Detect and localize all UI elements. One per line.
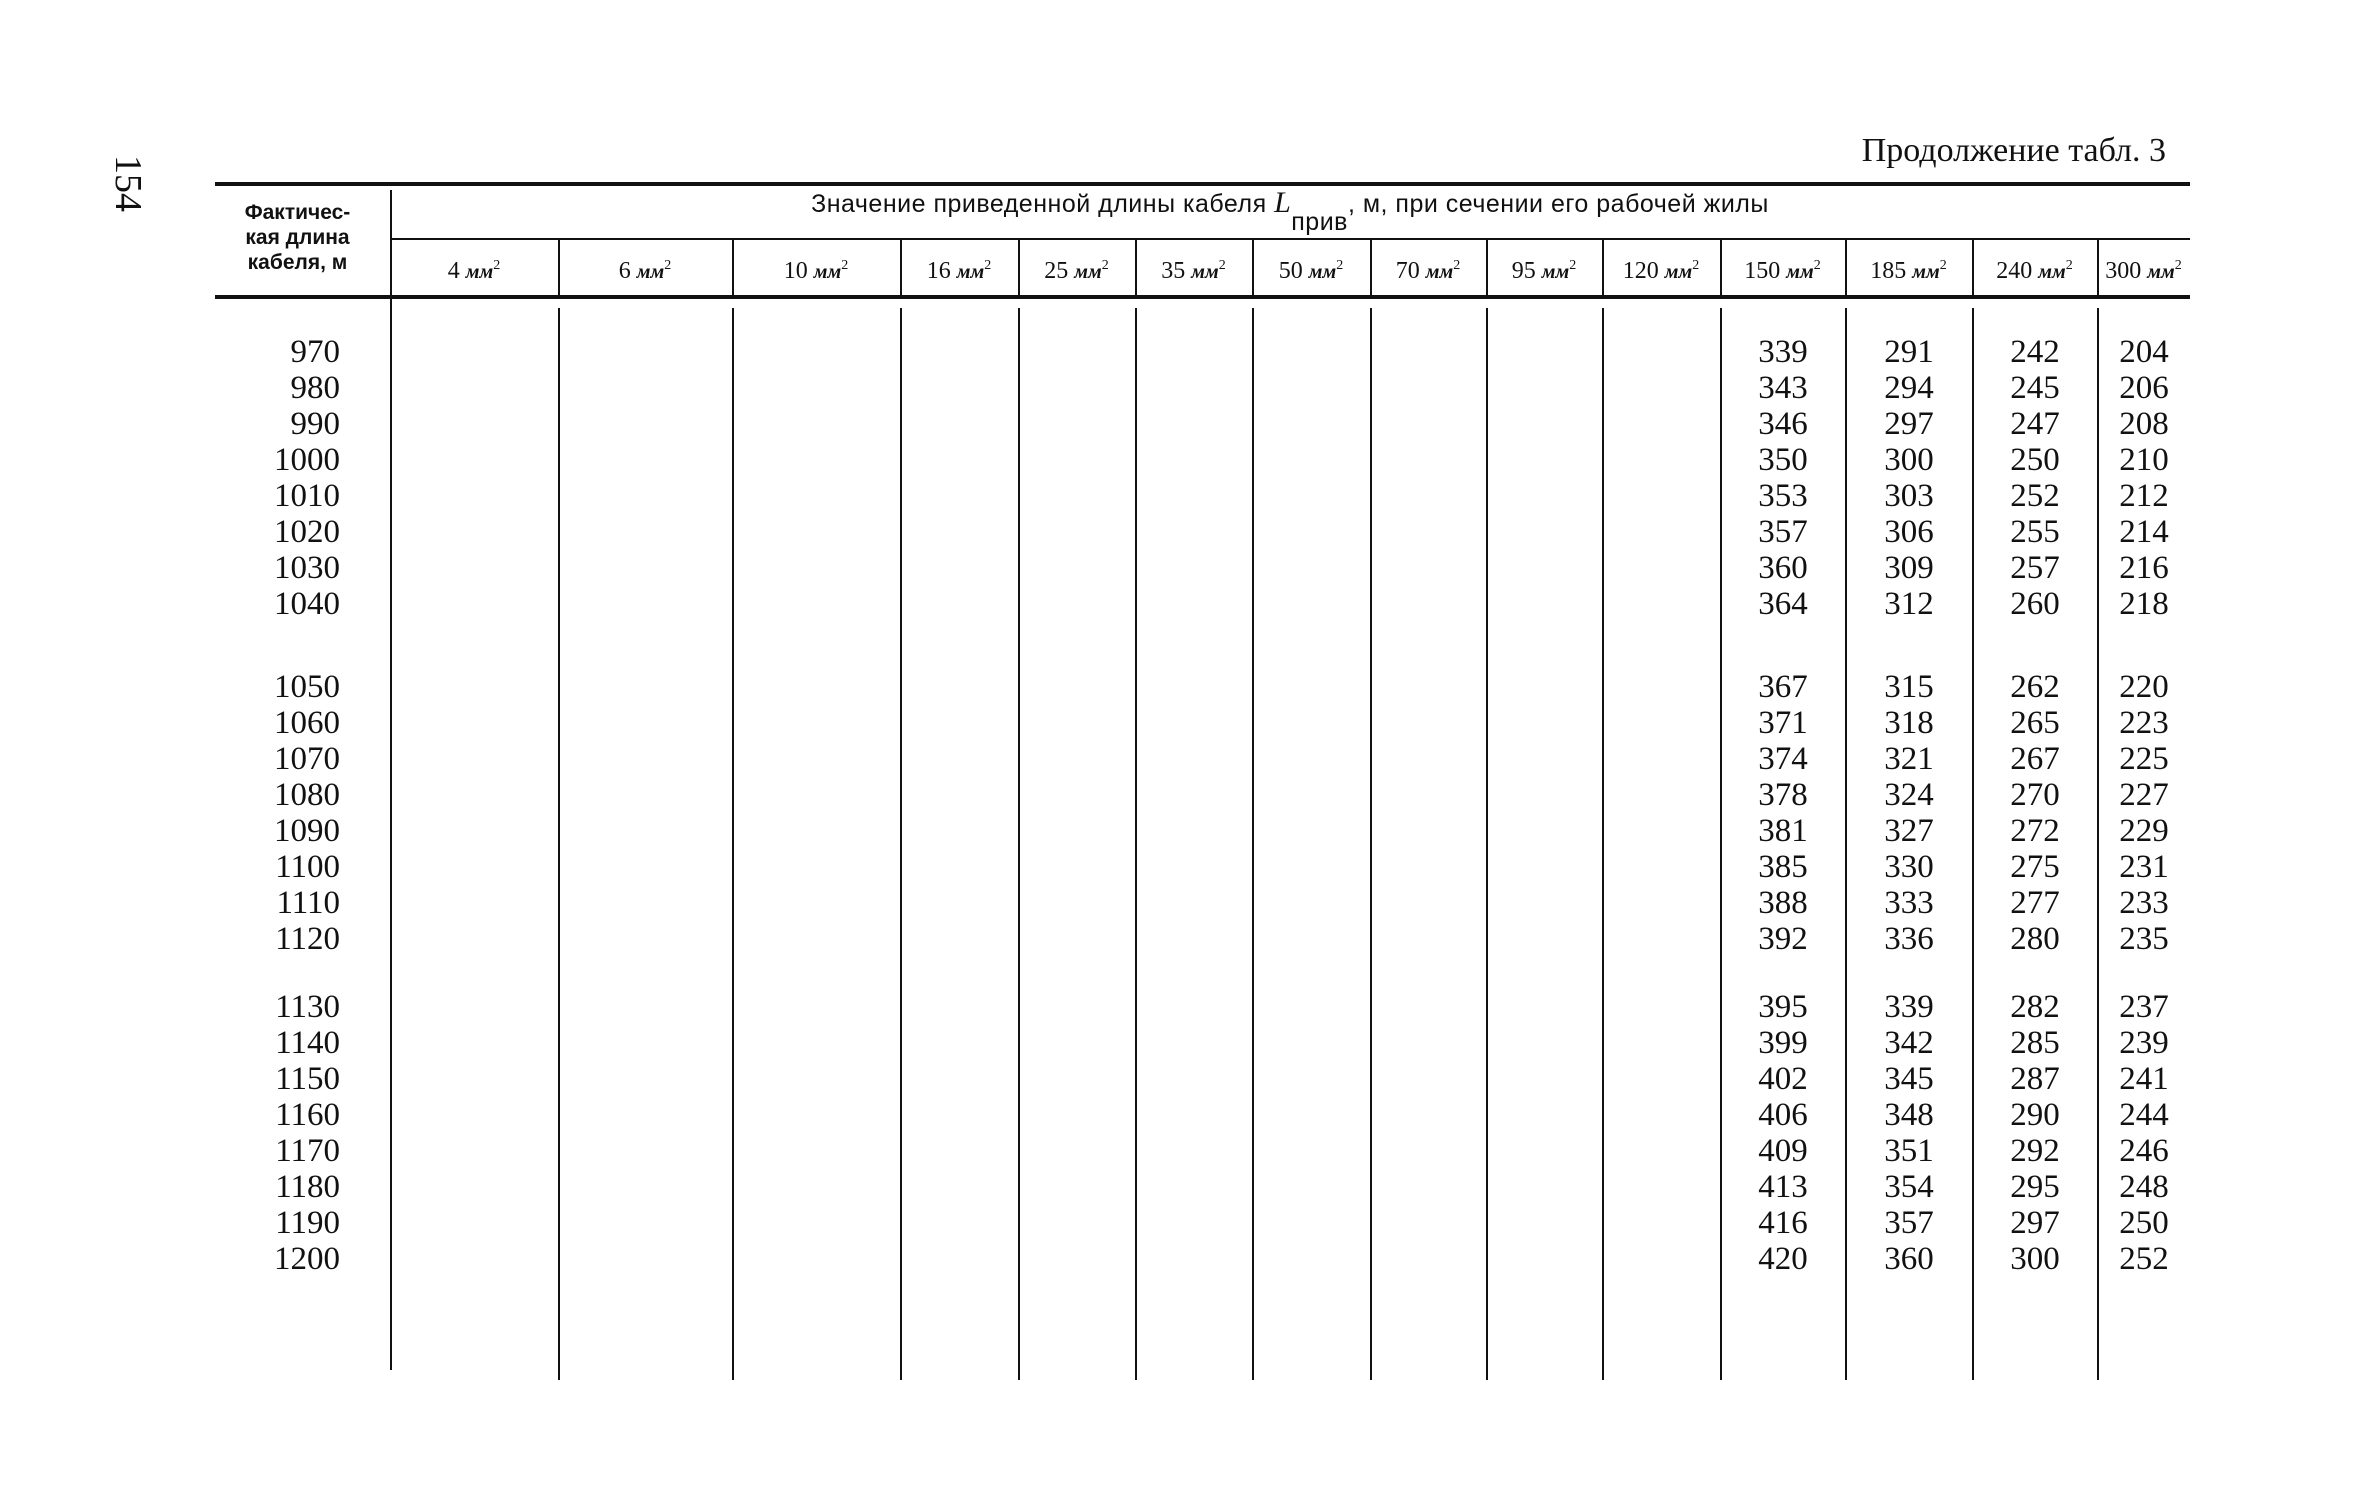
header-line-1: Фактичес-	[244, 201, 351, 224]
reduced-length-cell-c150: 360	[1758, 550, 1808, 586]
table-continuation-label: Продолжение табл. 3	[1861, 132, 2166, 169]
header-column-rule	[900, 240, 902, 295]
reduced-length-cell-c300: 252	[2119, 1241, 2169, 1277]
reduced-length-cell-c300: 233	[2119, 885, 2169, 921]
reduced-length-cell-c185: 360	[1884, 1241, 1934, 1277]
reduced-length-cell-c240: 282	[2010, 989, 2060, 1025]
reduced-length-cell-c240: 242	[2010, 334, 2060, 370]
actual-length-cell: 1020	[274, 514, 340, 550]
col-header-4-mm2	[390, 258, 558, 285]
reduced-length-cell-c150: 371	[1758, 705, 1808, 741]
body-column-rule	[1252, 308, 1254, 1380]
col-header-unit-power: 2	[1101, 258, 1109, 273]
reduced-length-cell-c300: 210	[2119, 442, 2169, 478]
actual-length-cell: 1170	[275, 1133, 340, 1169]
reduced-length-cell-c185: 306	[1884, 514, 1934, 550]
actual-length-cell: 1090	[274, 813, 340, 849]
col-header-unit-power: 2	[1813, 258, 1821, 273]
reduced-length-cell-c185: 300	[1884, 442, 1934, 478]
reduced-length-cell-c150: 416	[1758, 1205, 1808, 1241]
col-header-unit: мм	[2038, 261, 2066, 283]
col-header-number: 6	[618, 258, 637, 284]
reduced-length-cell-c150: 378	[1758, 777, 1808, 813]
reduced-length-cell-c240: 262	[2010, 669, 2060, 705]
reduced-length-cell-c150: 420	[1758, 1241, 1808, 1277]
reduced-length-cell-c150: 381	[1758, 813, 1808, 849]
col-header-unit-power: 2	[1939, 258, 1947, 273]
reduced-length-cell-c240: 290	[2010, 1097, 2060, 1133]
header-column-rule	[1602, 240, 1604, 295]
actual-length-cell: 1110	[276, 885, 340, 921]
actual-length-cell: 1190	[275, 1205, 340, 1241]
reduced-length-cell-c300: 241	[2119, 1061, 2169, 1097]
reduced-length-cell-c240: 280	[2010, 921, 2060, 957]
col-header-number: 240	[1996, 258, 2039, 284]
header-reduced-length-span	[390, 186, 2190, 236]
reduced-length-cell-c150: 367	[1758, 669, 1808, 705]
reduced-length-cell-c300: 237	[2119, 989, 2169, 1025]
col-header-10-mm2	[732, 258, 900, 285]
col-header-unit: мм	[1074, 261, 1102, 283]
actual-length-cell: 1010	[274, 478, 340, 514]
body-column-rule	[1135, 308, 1137, 1380]
reduced-length-cell-c240: 277	[2010, 885, 2060, 921]
reduced-length-cell-c240: 270	[2010, 777, 2060, 813]
col-header-unit: мм	[1191, 261, 1219, 283]
col-header-unit-power: 2	[664, 258, 672, 273]
reduced-length-cell-c185: 351	[1884, 1133, 1934, 1169]
actual-length-cell: 1120	[275, 921, 340, 957]
reduced-length-cell-c150: 346	[1758, 406, 1808, 442]
reduced-length-cell-c185: 336	[1884, 921, 1934, 957]
reduced-length-cell-c240: 245	[2010, 370, 2060, 406]
col-header-number: 95	[1511, 258, 1542, 284]
reduced-length-cell-c185: 315	[1884, 669, 1934, 705]
col-header-unit-power: 2	[841, 258, 849, 273]
col-header-unit-power: 2	[984, 258, 992, 273]
actual-length-cell: 1150	[275, 1061, 340, 1097]
reduced-length-cell-c185: 291	[1884, 334, 1934, 370]
reduced-length-cell-c150: 406	[1758, 1097, 1808, 1133]
header-line-3: кабеля, м	[247, 251, 348, 274]
header-inner-rule	[390, 238, 2190, 240]
reduced-length-cell-c300: 229	[2119, 813, 2169, 849]
reduced-length-cell-c150: 395	[1758, 989, 1808, 1025]
page-number: 154	[107, 155, 149, 212]
header-column-rule	[1370, 240, 1372, 295]
reduced-length-cell-c185: 345	[1884, 1061, 1934, 1097]
col-header-unit-power: 2	[1692, 258, 1700, 273]
actual-length-cell: 1000	[274, 442, 340, 478]
reduced-length-cell-c240: 285	[2010, 1025, 2060, 1061]
col-header-number: 10	[783, 258, 814, 284]
actual-length-cell: 1200	[274, 1241, 340, 1277]
reduced-length-cell-c150: 385	[1758, 849, 1808, 885]
body-column-rule	[732, 308, 734, 1380]
reduced-length-cell-c185: 348	[1884, 1097, 1934, 1133]
reduced-length-cell-c185: 297	[1884, 406, 1934, 442]
reduced-length-cell-c185: 342	[1884, 1025, 1934, 1061]
reduced-length-cell-c150: 402	[1758, 1061, 1808, 1097]
reduced-length-cell-c240: 257	[2010, 550, 2060, 586]
reduced-length-cell-c300: 220	[2119, 669, 2169, 705]
reduced-length-cell-c300: 248	[2119, 1169, 2169, 1205]
reduced-length-cell-c240: 300	[2010, 1241, 2060, 1277]
reduced-length-cell-c300: 250	[2119, 1205, 2169, 1241]
actual-length-cell: 1030	[274, 550, 340, 586]
reduced-length-cell-c300: 214	[2119, 514, 2169, 550]
col-header-unit: мм	[465, 261, 494, 283]
actual-length-cell: 1130	[275, 989, 340, 1025]
reduced-length-cell-c150: 364	[1758, 586, 1808, 622]
header-column-rule	[1972, 240, 1974, 295]
reduced-length-cell-c150: 343	[1758, 370, 1808, 406]
span-header-subscript: прив	[1291, 208, 1348, 236]
col-header-unit: мм	[1664, 261, 1693, 283]
reduced-length-cell-c300: 208	[2119, 406, 2169, 442]
body-column-rule	[1018, 308, 1020, 1380]
reduced-length-cell-c150: 350	[1758, 442, 1808, 478]
col-header-unit: мм	[1786, 261, 1814, 283]
col-header-120-mm2	[1602, 258, 1720, 285]
col-header-6-mm2	[558, 258, 732, 285]
reduced-length-cell-c185: 357	[1884, 1205, 1934, 1241]
col-header-unit: мм	[813, 261, 842, 283]
col-header-unit-power: 2	[1336, 258, 1344, 273]
reduced-length-cell-c240: 265	[2010, 705, 2060, 741]
reduced-length-cell-c185: 294	[1884, 370, 1934, 406]
reduced-length-cell-c300: 227	[2119, 777, 2169, 813]
col-header-number: 300	[2105, 258, 2148, 284]
first-column-rule	[390, 190, 392, 1370]
actual-length-cell: 1050	[274, 669, 340, 705]
body-column-rule	[1370, 308, 1372, 1380]
reduced-length-cell-c240: 287	[2010, 1061, 2060, 1097]
reduced-length-cell-c300: 246	[2119, 1133, 2169, 1169]
reduced-length-cell-c300: 216	[2119, 550, 2169, 586]
col-header-unit-power: 2	[1569, 258, 1577, 273]
actual-length-cell: 1060	[274, 705, 340, 741]
reduced-length-cell-c150: 357	[1758, 514, 1808, 550]
reduced-length-cell-c150: 339	[1758, 334, 1808, 370]
reduced-length-cell-c150: 388	[1758, 885, 1808, 921]
col-header-number: 150	[1744, 258, 1787, 284]
reduced-length-cell-c185: 339	[1884, 989, 1934, 1025]
reduced-length-cell-c300: 206	[2119, 370, 2169, 406]
body-column-rule	[1486, 308, 1488, 1380]
body-column-rule	[1602, 308, 1604, 1380]
reduced-length-cell-c300: 225	[2119, 741, 2169, 777]
actual-length-cell: 1080	[274, 777, 340, 813]
reduced-length-cell-c185: 309	[1884, 550, 1934, 586]
col-header-unit: мм	[1912, 261, 1940, 283]
reduced-length-cell-c240: 250	[2010, 442, 2060, 478]
actual-length-cell: 1040	[274, 586, 340, 622]
col-header-unit-power: 2	[1218, 258, 1226, 273]
reduced-length-cell-c185: 324	[1884, 777, 1934, 813]
reduced-length-cell-c300: 218	[2119, 586, 2169, 622]
span-header-before: Значение приведенной длины кабеля	[811, 190, 1275, 218]
reduced-length-cell-c240: 267	[2010, 741, 2060, 777]
reduced-length-cell-c300: 239	[2119, 1025, 2169, 1061]
reduced-length-cell-c185: 330	[1884, 849, 1934, 885]
span-header-after: , м, при сечении его рабочей жилы	[1347, 190, 1769, 218]
reduced-length-cell-c300: 235	[2119, 921, 2169, 957]
reduced-length-cell-c300: 231	[2119, 849, 2169, 885]
reduced-length-cell-c300: 223	[2119, 705, 2169, 741]
col-header-unit: мм	[1541, 261, 1570, 283]
col-header-70-mm2	[1370, 258, 1486, 285]
col-header-25-mm2	[1018, 258, 1135, 285]
header-column-rule	[1845, 240, 1847, 295]
header-bottom-rule	[215, 295, 2190, 299]
col-header-number: 185	[1870, 258, 1913, 284]
reduced-length-cell-c240: 252	[2010, 478, 2060, 514]
reduced-length-cell-c150: 374	[1758, 741, 1808, 777]
col-header-unit-power: 2	[2065, 258, 2073, 273]
reduced-length-cell-c240: 297	[2010, 1205, 2060, 1241]
col-header-unit: мм	[2147, 261, 2175, 283]
span-header-symbol: L	[1274, 186, 1292, 219]
col-header-number: 4	[447, 258, 466, 284]
reduced-length-cell-c240: 275	[2010, 849, 2060, 885]
header-column-rule	[1720, 240, 1722, 295]
reduced-length-cell-c185: 321	[1884, 741, 1934, 777]
reduced-length-cell-c240: 255	[2010, 514, 2060, 550]
col-header-16-mm2	[900, 258, 1018, 285]
reduced-length-cell-c150: 392	[1758, 921, 1808, 957]
col-header-35-mm2	[1135, 258, 1252, 285]
col-header-number: 16	[926, 258, 957, 284]
col-header-number: 70	[1395, 258, 1426, 284]
col-header-unit: мм	[1308, 261, 1337, 283]
reduced-length-cell-c150: 399	[1758, 1025, 1808, 1061]
reduced-length-cell-c185: 354	[1884, 1169, 1934, 1205]
col-header-50-mm2	[1252, 258, 1370, 285]
col-header-unit-power: 2	[493, 258, 501, 273]
col-header-number: 35	[1161, 258, 1192, 284]
col-header-185-mm2	[1845, 258, 1972, 285]
col-header-unit-power: 2	[1453, 258, 1461, 273]
col-header-150-mm2	[1720, 258, 1845, 285]
actual-length-cell: 1070	[274, 741, 340, 777]
header-column-rule	[1486, 240, 1488, 295]
header-column-rule	[558, 240, 560, 295]
actual-length-cell: 990	[290, 406, 340, 442]
header-column-rule	[1135, 240, 1137, 295]
actual-length-cell: 970	[290, 334, 340, 370]
col-header-300-mm2	[2097, 258, 2190, 285]
actual-length-cell: 1140	[275, 1025, 340, 1061]
col-header-unit-power: 2	[2174, 258, 2182, 273]
body-column-rule	[1720, 308, 1722, 1380]
reduced-length-cell-c150: 353	[1758, 478, 1808, 514]
reduced-length-cell-c300: 244	[2119, 1097, 2169, 1133]
actual-length-cell: 980	[290, 370, 340, 406]
col-header-number: 120	[1622, 258, 1665, 284]
col-header-unit: мм	[636, 261, 665, 283]
reduced-length-cell-c185: 312	[1884, 586, 1934, 622]
actual-length-cell: 1100	[275, 849, 340, 885]
actual-length-cell: 1180	[275, 1169, 340, 1205]
col-header-240-mm2	[1972, 258, 2097, 285]
reduced-length-cell-c185: 303	[1884, 478, 1934, 514]
col-header-unit: мм	[1425, 261, 1454, 283]
header-actual-cable-length	[210, 200, 385, 275]
reduced-length-cell-c185: 318	[1884, 705, 1934, 741]
reduced-length-cell-c240: 295	[2010, 1169, 2060, 1205]
reduced-length-cell-c240: 292	[2010, 1133, 2060, 1169]
reduced-length-cell-c300: 204	[2119, 334, 2169, 370]
reduced-length-cell-c150: 413	[1758, 1169, 1808, 1205]
body-column-rule	[900, 308, 902, 1380]
col-header-unit: мм	[956, 261, 985, 283]
col-header-number: 50	[1278, 258, 1309, 284]
reduced-length-cell-c240: 260	[2010, 586, 2060, 622]
reduced-length-cell-c185: 333	[1884, 885, 1934, 921]
header-column-rule	[732, 240, 734, 295]
header-column-rule	[2097, 240, 2099, 295]
header-column-rule	[1252, 240, 1254, 295]
reduced-length-cell-c150: 409	[1758, 1133, 1808, 1169]
actual-length-cell: 1160	[275, 1097, 340, 1133]
body-column-rule	[558, 308, 560, 1380]
header-line-2: кая длина	[245, 226, 350, 249]
body-column-rule	[1972, 308, 1974, 1380]
reduced-length-cell-c240: 272	[2010, 813, 2060, 849]
reduced-length-cell-c300: 212	[2119, 478, 2169, 514]
reduced-length-cell-c185: 327	[1884, 813, 1934, 849]
header-column-rule	[1018, 240, 1020, 295]
reduced-length-cell-c240: 247	[2010, 406, 2060, 442]
col-header-number: 25	[1044, 258, 1075, 284]
col-header-95-mm2	[1486, 258, 1602, 285]
body-column-rule	[1845, 308, 1847, 1380]
